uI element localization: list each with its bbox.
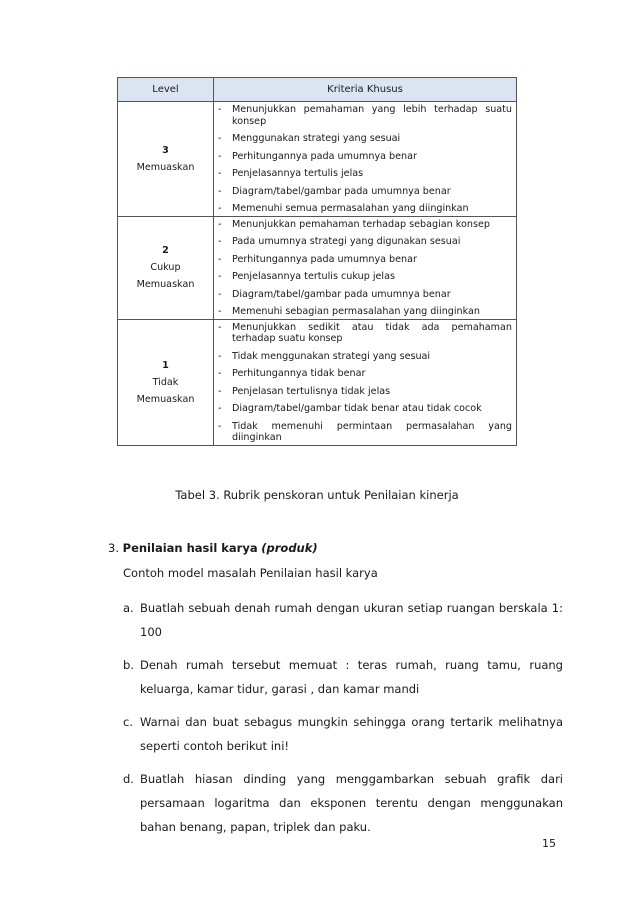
level-number: 1 bbox=[162, 359, 169, 371]
item-label: a. bbox=[123, 601, 134, 615]
criteria-cell bbox=[214, 102, 517, 217]
list-item: - Diagram/tabel/gambar tidak benar atau tidak cocok bbox=[218, 403, 482, 414]
header-kriteria: Kriteria Khusus bbox=[214, 78, 517, 102]
list-item: - Tidak memenuhi permintaan permasalahan yang diinginkan bbox=[218, 420, 512, 443]
rubric-table bbox=[117, 77, 517, 446]
list-item: - Perhitungannya tidak benar bbox=[218, 368, 366, 379]
task-list bbox=[123, 596, 563, 848]
table-row bbox=[118, 102, 517, 217]
level-cell bbox=[118, 216, 214, 319]
item-text: Buatlah hiasan dinding yang menggambarkan sebuah grafik dari persamaan logaritma dan eksponen terentu dengan menggunakan bahan benang, papan, triplek dan paku. bbox=[140, 772, 563, 834]
list-item: - Penjelasan tertulisnya tidak jelas bbox=[218, 385, 391, 397]
list-item: - Menunjukkan pemahaman terhadap sebagian konsep bbox=[218, 218, 490, 230]
header-level: Level bbox=[118, 78, 214, 102]
level-number: 2 bbox=[162, 245, 169, 256]
item-text: Warnai dan buat sebagus mungkin sehingga orang tertarik melihatnya seperti contoh berikut ini! bbox=[140, 715, 563, 753]
list-item bbox=[123, 710, 563, 758]
item-label: c. bbox=[123, 715, 133, 729]
list-item: - Menggunakan strategi yang sesuai bbox=[218, 133, 401, 144]
level-label: Memuaskan bbox=[136, 161, 195, 173]
list-item: - Penjelasannya tertulis jelas bbox=[218, 168, 364, 179]
list-item bbox=[123, 767, 563, 839]
table-header-row bbox=[118, 78, 517, 102]
list-item bbox=[123, 653, 563, 701]
level-cell bbox=[118, 319, 214, 445]
table-row bbox=[118, 319, 517, 445]
list-item: - Perhitungannya pada umumnya benar bbox=[218, 150, 417, 162]
level-label: Tidak bbox=[152, 376, 179, 388]
criteria-cell bbox=[214, 319, 517, 445]
item-text: Denah rumah tersebut memuat : teras rumah, ruang tamu, ruang keluarga, kamar tidur, garasi , dan kamar mandi bbox=[140, 658, 563, 696]
list-item: - Pada umumnya strategi yang digunakan sesuai bbox=[218, 236, 461, 247]
section-title: Penilaian hasil karya bbox=[122, 541, 258, 555]
list-item bbox=[123, 596, 563, 644]
item-text: Buatlah sebuah denah rumah dengan ukuran setiap ruangan berskala 1: 100 bbox=[140, 601, 563, 639]
section-heading bbox=[108, 541, 318, 555]
section-intro: Contoh model masalah Penilaian hasil karya bbox=[123, 566, 378, 580]
list-item: - Diagram/tabel/gambar pada umumnya benar bbox=[218, 185, 451, 197]
level-number: 3 bbox=[162, 144, 169, 156]
level-cell bbox=[118, 102, 214, 217]
criteria-cell bbox=[214, 216, 517, 319]
level-label: Memuaskan bbox=[136, 279, 195, 290]
page-number: 15 bbox=[542, 837, 556, 850]
list-item: - Penjelasannya tertulis cukup jelas bbox=[218, 271, 395, 282]
list-item: - Perhitungannya pada umumnya benar bbox=[218, 253, 417, 265]
list-item: - Menunjukkan sedikit atau tidak ada pemahaman terhadap suatu konsep bbox=[218, 321, 512, 344]
level-label: Memuaskan bbox=[136, 393, 195, 405]
list-item: - Memenuhi sebagian permasalahan yang diinginkan bbox=[218, 306, 480, 317]
item-label: d. bbox=[123, 772, 134, 786]
list-item: - Memenuhi semua permasalahan yang diinginkan bbox=[218, 203, 469, 214]
list-item: - Menunjukkan pemahaman yang lebih terhadap suatu konsep bbox=[218, 104, 512, 127]
list-item: - Tidak menggunakan strategi yang sesuai bbox=[218, 350, 431, 362]
list-item: - Diagram/tabel/gambar pada umumnya benar bbox=[218, 288, 451, 300]
level-label: Cukup bbox=[150, 262, 181, 273]
table-row bbox=[118, 216, 517, 319]
section-number: 3. bbox=[108, 541, 119, 555]
table-caption: Tabel 3. Rubrik penskoran untuk Penilaian kinerja bbox=[175, 488, 459, 502]
item-label: b. bbox=[123, 658, 134, 672]
section-title-italic: (produk) bbox=[261, 541, 318, 555]
